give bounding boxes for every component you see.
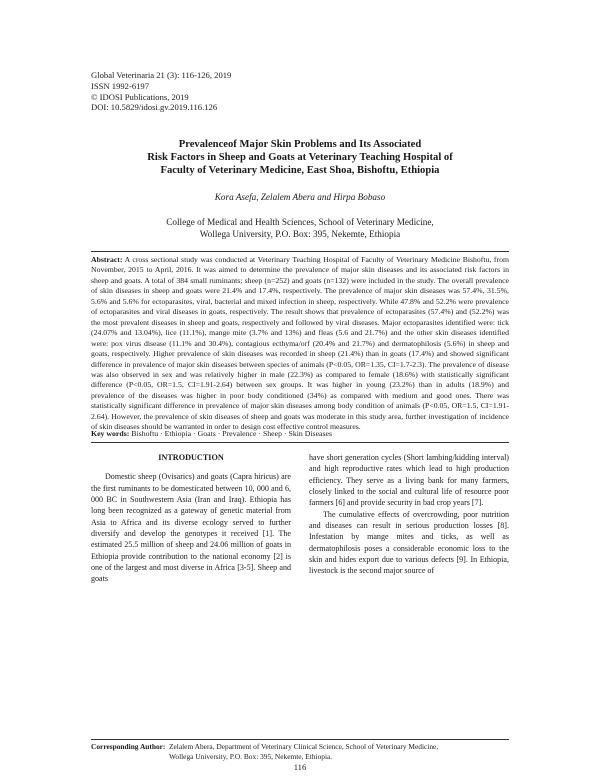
journal-issn: ISSN 1992-6197: [91, 80, 150, 91]
journal-copyright: © IDOSI Publications, 2019: [91, 91, 189, 102]
footnote-rule: [91, 739, 509, 740]
keywords-bottom-rule: [91, 442, 509, 443]
affiliation-line: College of Medical and Health Sciences, School of Veterinary Medicine,: [166, 217, 434, 227]
title-line: Risk Factors in Sheep and Goats at Veterinary Teaching Hospital of: [147, 152, 453, 164]
keywords-text: Bishoftu · Ethiopia · Goats · Prevalence · Sheep · Skin Diseases: [131, 429, 333, 438]
left-column: [91, 452, 291, 585]
journal-metadata: [91, 70, 231, 113]
abstract-top-rule: [91, 251, 509, 252]
corresponding-author-label: Corresponding Author:: [91, 742, 166, 751]
keywords-label: Key words:: [91, 429, 130, 438]
paper-title: [100, 138, 500, 178]
corresponding-author-line: Zelalem Abera, Department of Veterinary Clinical Science, School of Veterinary Medicine,: [169, 742, 439, 751]
introduction-paragraph-continued: have short generation cycles (Short lambing/kidding interval) and high reproductive rates which lead to high production efficiency. They serve as a living bank for many farmers, closely linked to the social and cultural life of resource poor farmers [6] and provide security in bad crop years [7].: [309, 453, 509, 508]
paper-authors: Kora Asefa, Zelalem Abera and Hirpa Bobaso: [214, 192, 386, 202]
introduction-paragraph: The cumulative effects of overcrowding, poor nutrition and diseases can result in serious production losses [8]. Infestation by mange mites and ticks, as well as dermatophilosis poses a considerable economic loss to the skin and hides export due to various defects [9]. In Ethiopia, livestock is the second major source of: [309, 509, 509, 576]
introduction-paragraph: Domestic sheep (Ovisarics) and goats (Capra hiricus) are the first ruminants to be domesticated between 10, 000 and 6, 000 BC in Southwestern Asia (Iran and Iraq). Ethiopia has long been recognized as a gateway of genetic material from Asia to Africa and its diverse ecology served to further diversify and develop the genotypes it received [1]. The estimated 25.5 million of sheep and 24.06 million of goats in Ethiopia provide contribution to the national economy [2] is one of the largest and most diverse in Africa [3-5]. Sheep and goats: [91, 472, 291, 584]
affiliation-line: Wollega University, P.O. Box: 395, Nekemte, Ethiopia: [199, 229, 401, 240]
corresponding-author-footnote: [91, 742, 509, 761]
right-column: [309, 452, 509, 577]
title-line: Prevalenceof Major Skin Problems and Its Associated: [178, 139, 422, 150]
abstract-label: Abstract:: [91, 255, 123, 264]
title-line: Faculty of Veterinary Medicine, East Shoa, Bishoftu, Ethiopia: [160, 165, 440, 177]
abstract-text: A cross sectional study was conducted at Veterinary Teaching Hospital of Faculty of Veterinary Medicine Bishoftu, from November, 2015 to April, 2016. It was aimed to determine the prevalence of major skin diseases and its associated risk factors in sheep and goats. A total of 384 small ruminants; sheep (n=252) and goats (n=132) were included in the study. The overall prevalence of skin diseases in sheep and goats were 21.4% and 17.4%, respectively. The prevalence of major skin diseases was 57.4%, 31.5%, 5.6% and 5.6% for ectoparasites, viral, bacterial and mixed infection in sheep, respectively. While 47.8% and 52.2% were prevalence of ectoparasites and viral diseases in goats, respectively. The result shows that prevalence of ectoparasites (57.4%) and (52.2%) was the most prevalent diseases in sheep and goats, respectively and followed by viral diseases. Major ectoparasites identified were: tick (24.07% and 13.04%), lice (11.1%), mange mite (3.7% and 13%) and fleas (5.6 and 21.7%) and the other skin diseases identified were: pox virus disease (11.1% and 30.4%), contagious ecthyma/orf (20.4% and 21.7%) and dermatophilosis (5.6%) in sheep and goats, respectively. Higher prevalence of skin diseases was recorded in sheep (21.4%) than in goats (17.4%) and showed significant difference in prevalence of major skin diseases between species of animals (P<0.05, OR=1.35, CI=1.7-2.3). The prevalence of disease was also observed in sex and was relatively higher in male (22.3%) as compared to female (18.6%) with statistically significant difference (P<0.05, OR=1.5, CI=1.91-2.64) between sex groups. It was higher in young (23.2%) than in adults (18.9%) and prevalence of the diseases was higher in poor body conditioned (34%) as compared with medium and good ones. There was statistically significant difference in prevalence of major skin diseases among body condition of animals (P<0.05, OR=1.5, CI=1.91-2.64). However, the prevalence of skin diseases of sheep and goats was moderate in this study area, further investigation of incidence of skin diseases should be warranted in order to design cost effective control measures.: [91, 255, 509, 432]
corresponding-author-line: Wollega University, P.O. Box: 395, Nekemte, Ethiopia.: [169, 751, 333, 761]
journal-citation: Global Veterinaria 21 (3): 116-126, 2019: [91, 70, 232, 80]
keywords-line: [91, 429, 509, 438]
author-affiliation: [100, 216, 500, 240]
introduction-heading: INTRODUCTION: [158, 453, 224, 462]
abstract-block: [91, 255, 509, 433]
journal-doi: DOI: 10.5829/idosi.gv.2019.116.126: [91, 102, 218, 113]
page-number: 116: [293, 762, 307, 772]
